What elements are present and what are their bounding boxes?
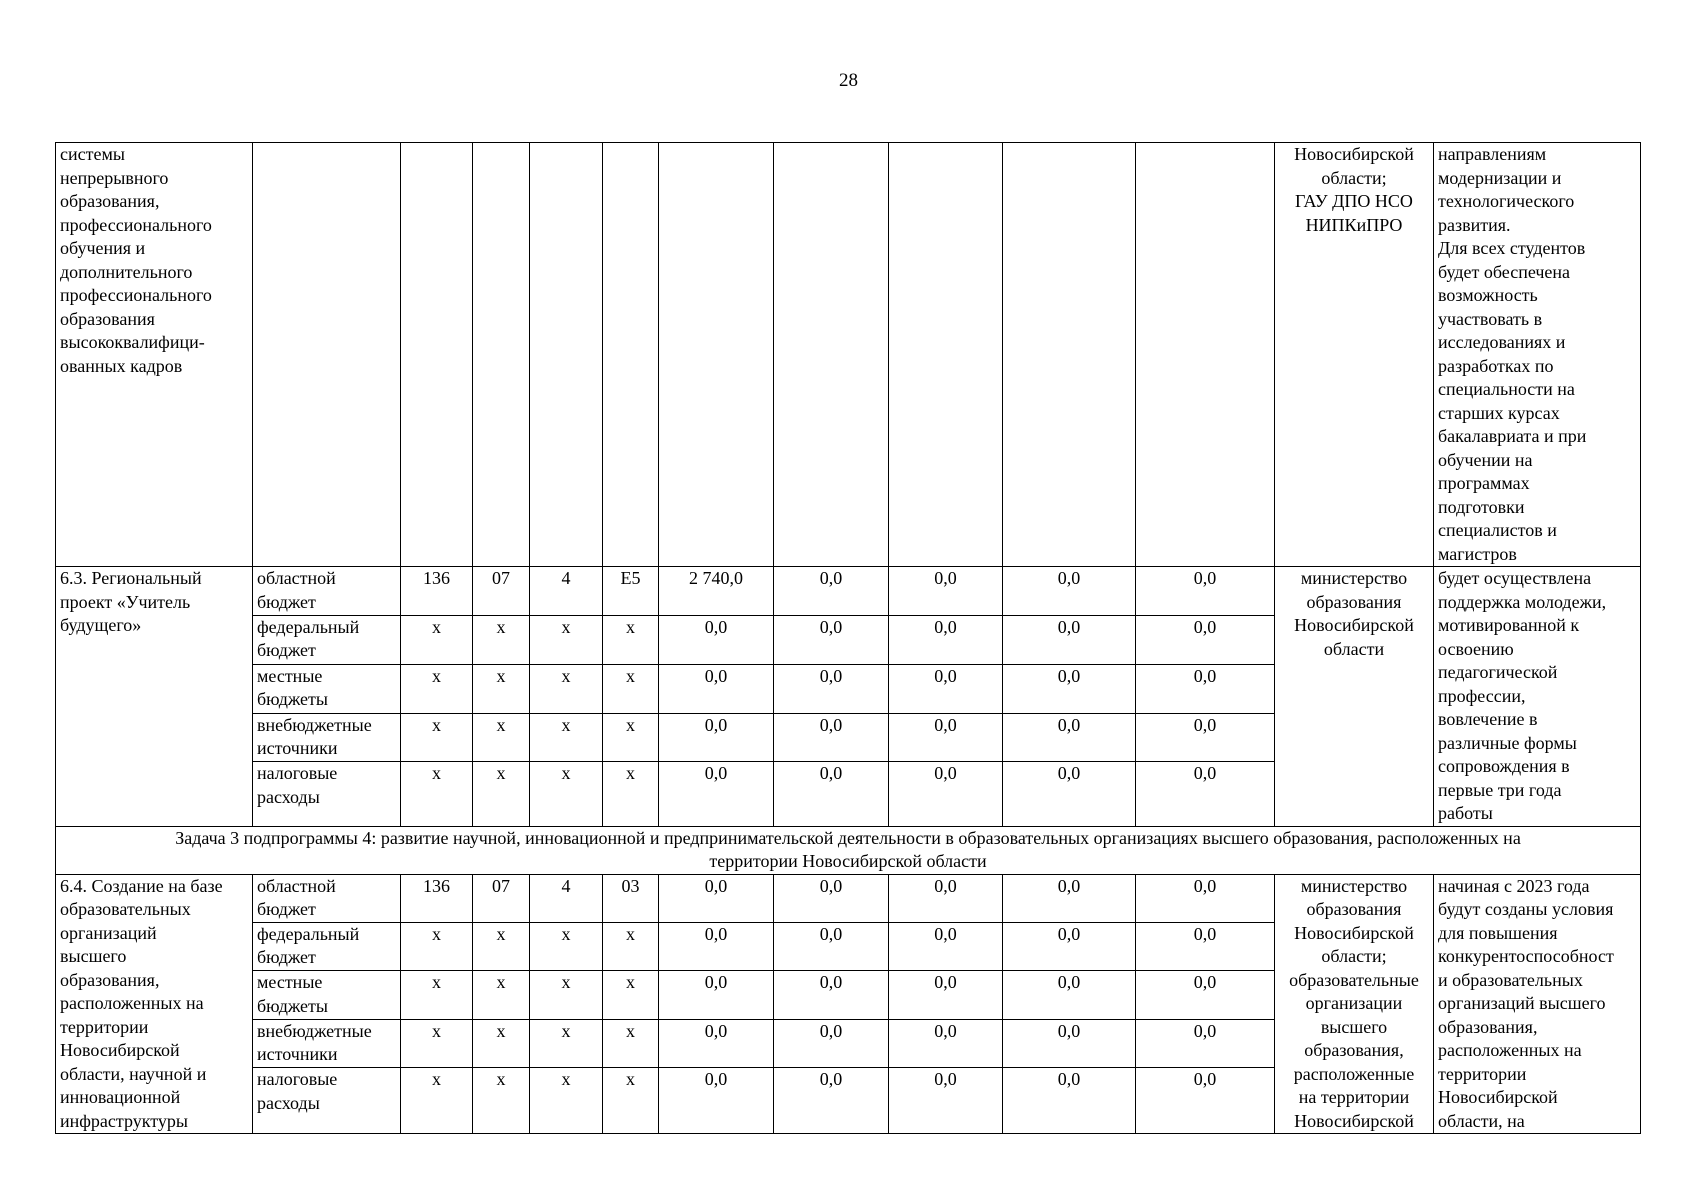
budget-code-cell: х <box>473 1019 530 1067</box>
empty-cell <box>659 143 774 567</box>
amount-cell: 0,0 <box>1136 664 1275 713</box>
amount-cell: 0,0 <box>774 1068 889 1134</box>
empty-cell <box>889 143 1003 567</box>
funding-source-cell: налоговые расходы <box>253 762 401 826</box>
budget-code-cell: х <box>530 1019 603 1067</box>
amount-cell: 0,0 <box>1136 567 1275 616</box>
program-table <box>55 142 1641 1134</box>
task-row <box>56 826 1641 874</box>
amount-cell: 0,0 <box>889 922 1003 970</box>
task-heading-cell: Задача 3 подпрограммы 4: развитие научной, инновационной и предпринимательской деятельности в образовательных организациях высшего образования, расположенных на территории Новосибирской области <box>56 826 1641 874</box>
amount-cell: 0,0 <box>774 664 889 713</box>
amount-cell: 0,0 <box>1003 615 1136 664</box>
budget-code-cell: х <box>401 922 473 970</box>
budget-code-cell: х <box>473 922 530 970</box>
amount-cell: 0,0 <box>1003 874 1136 922</box>
budget-code-cell: х <box>473 664 530 713</box>
empty-cell <box>1136 143 1275 567</box>
amount-cell: 0,0 <box>889 615 1003 664</box>
empty-cell <box>473 143 530 567</box>
funding-source-cell: местные бюджеты <box>253 664 401 713</box>
budget-code-cell: х <box>603 762 659 826</box>
amount-cell: 0,0 <box>889 762 1003 826</box>
table-row <box>56 567 1641 616</box>
result-cell: начиная с 2023 года будут созданы условия для повышения конкурентоспособност и образовательных организаций высшего образования, расположенных на территории Новосибирской области, на <box>1434 874 1641 1134</box>
measure-name-cell: 6.4. Создание на базе образовательных организаций высшего образования, расположенных на территории Новосибирской области, научной и инновационной инфраструктуры <box>56 874 253 1134</box>
budget-code-cell: 07 <box>473 567 530 616</box>
amount-cell: 0,0 <box>889 971 1003 1019</box>
budget-code-cell: х <box>401 615 473 664</box>
amount-cell: 0,0 <box>659 713 774 762</box>
amount-cell: 0,0 <box>1136 1068 1275 1134</box>
amount-cell: 0,0 <box>1003 762 1136 826</box>
budget-code-cell: Е5 <box>603 567 659 616</box>
funding-source-cell: местные бюджеты <box>253 971 401 1019</box>
amount-cell: 0,0 <box>1003 713 1136 762</box>
table-row-continuation <box>56 143 1641 567</box>
amount-cell: 0,0 <box>889 664 1003 713</box>
table-row <box>56 874 1641 922</box>
amount-cell: 0,0 <box>889 567 1003 616</box>
budget-code-cell: х <box>401 1068 473 1134</box>
amount-cell: 0,0 <box>659 664 774 713</box>
budget-code-cell: х <box>401 713 473 762</box>
amount-cell: 0,0 <box>889 1019 1003 1067</box>
funding-source-cell: областной бюджет <box>253 874 401 922</box>
funding-source-cell: внебюджетные источники <box>253 713 401 762</box>
budget-code-cell: 03 <box>603 874 659 922</box>
funding-source-cell: областной бюджет <box>253 567 401 616</box>
page-number: 28 <box>839 70 858 91</box>
executor-cell: министерство образования Новосибирской области; образовательные организации высшего образования, расположенные на территории Новосибирской <box>1275 874 1434 1134</box>
budget-code-cell: х <box>603 664 659 713</box>
budget-code-cell: х <box>401 1019 473 1067</box>
amount-cell: 0,0 <box>659 1068 774 1134</box>
result-cell: будет осуществлена поддержка молодежи, мотивированной к освоению педагогической профессии, вовлечение в различные формы сопровождения в первые три года работы <box>1434 567 1641 827</box>
amount-cell: 0,0 <box>659 922 774 970</box>
amount-cell: 0,0 <box>774 874 889 922</box>
funding-source-cell: федеральный бюджет <box>253 615 401 664</box>
amount-cell: 0,0 <box>774 615 889 664</box>
amount-cell: 0,0 <box>774 1019 889 1067</box>
budget-code-cell: х <box>530 922 603 970</box>
budget-code-cell: х <box>530 971 603 1019</box>
budget-code-cell: х <box>473 971 530 1019</box>
budget-code-cell: х <box>603 922 659 970</box>
amount-cell: 0,0 <box>1136 615 1275 664</box>
amount-cell: 0,0 <box>774 762 889 826</box>
budget-code-cell: х <box>603 1019 659 1067</box>
amount-cell: 0,0 <box>774 922 889 970</box>
amount-cell: 0,0 <box>1136 874 1275 922</box>
empty-cell <box>253 143 401 567</box>
budget-code-cell: 136 <box>401 874 473 922</box>
amount-cell: 0,0 <box>659 615 774 664</box>
amount-cell: 0,0 <box>889 713 1003 762</box>
budget-code-cell: х <box>401 762 473 826</box>
budget-code-cell: х <box>603 615 659 664</box>
result-cell: направлениям модернизации и технологического развития. Для всех студентов будет обеспечена возможность участвовать в исследованиях и разработках по специальности на старших курсах бакалавриата и при обучении на программах подготовки специалистов и магистров <box>1434 143 1641 567</box>
amount-cell: 0,0 <box>774 567 889 616</box>
empty-cell <box>530 143 603 567</box>
measure-name-cell: системы непрерывного образования, профессионального обучения и дополнительного профессионального образования высококвалифици- ованных кадров <box>56 143 253 567</box>
budget-code-cell: х <box>530 615 603 664</box>
amount-cell: 0,0 <box>1003 922 1136 970</box>
amount-cell: 0,0 <box>1136 713 1275 762</box>
amount-cell: 0,0 <box>1003 971 1136 1019</box>
empty-cell <box>774 143 889 567</box>
amount-cell: 0,0 <box>659 971 774 1019</box>
budget-code-cell: х <box>603 971 659 1019</box>
amount-cell: 0,0 <box>1003 1019 1136 1067</box>
amount-cell: 0,0 <box>774 713 889 762</box>
funding-source-cell: федеральный бюджет <box>253 922 401 970</box>
amount-cell: 0,0 <box>1136 971 1275 1019</box>
budget-code-cell: х <box>473 713 530 762</box>
empty-cell <box>1003 143 1136 567</box>
measure-name-cell: 6.3. Региональный проект «Учитель будущего» <box>56 567 253 827</box>
empty-cell <box>603 143 659 567</box>
budget-code-cell: х <box>530 762 603 826</box>
amount-cell: 2 740,0 <box>659 567 774 616</box>
amount-cell: 0,0 <box>1003 567 1136 616</box>
budget-code-cell: х <box>530 1068 603 1134</box>
budget-code-cell: 07 <box>473 874 530 922</box>
budget-code-cell: х <box>530 664 603 713</box>
amount-cell: 0,0 <box>1136 762 1275 826</box>
table-body <box>56 143 1641 1134</box>
budget-code-cell: х <box>603 1068 659 1134</box>
amount-cell: 0,0 <box>1003 664 1136 713</box>
amount-cell: 0,0 <box>659 762 774 826</box>
amount-cell: 0,0 <box>659 874 774 922</box>
amount-cell: 0,0 <box>659 1019 774 1067</box>
budget-code-cell: х <box>473 1068 530 1134</box>
budget-code-cell: х <box>603 713 659 762</box>
amount-cell: 0,0 <box>1003 1068 1136 1134</box>
empty-cell <box>401 143 473 567</box>
budget-code-cell: 4 <box>530 567 603 616</box>
budget-code-cell: 136 <box>401 567 473 616</box>
budget-code-cell: х <box>401 664 473 713</box>
budget-code-cell: х <box>401 971 473 1019</box>
budget-code-cell: 4 <box>530 874 603 922</box>
funding-source-cell: налоговые расходы <box>253 1068 401 1134</box>
amount-cell: 0,0 <box>889 1068 1003 1134</box>
amount-cell: 0,0 <box>774 971 889 1019</box>
amount-cell: 0,0 <box>889 874 1003 922</box>
budget-code-cell: х <box>473 762 530 826</box>
executor-cell: Новосибирской области; ГАУ ДПО НСО НИПКиПРО <box>1275 143 1434 567</box>
amount-cell: 0,0 <box>1136 1019 1275 1067</box>
amount-cell: 0,0 <box>1136 922 1275 970</box>
budget-code-cell: х <box>473 615 530 664</box>
budget-code-cell: х <box>530 713 603 762</box>
executor-cell: министерство образования Новосибирской области <box>1275 567 1434 827</box>
funding-source-cell: внебюджетные источники <box>253 1019 401 1067</box>
